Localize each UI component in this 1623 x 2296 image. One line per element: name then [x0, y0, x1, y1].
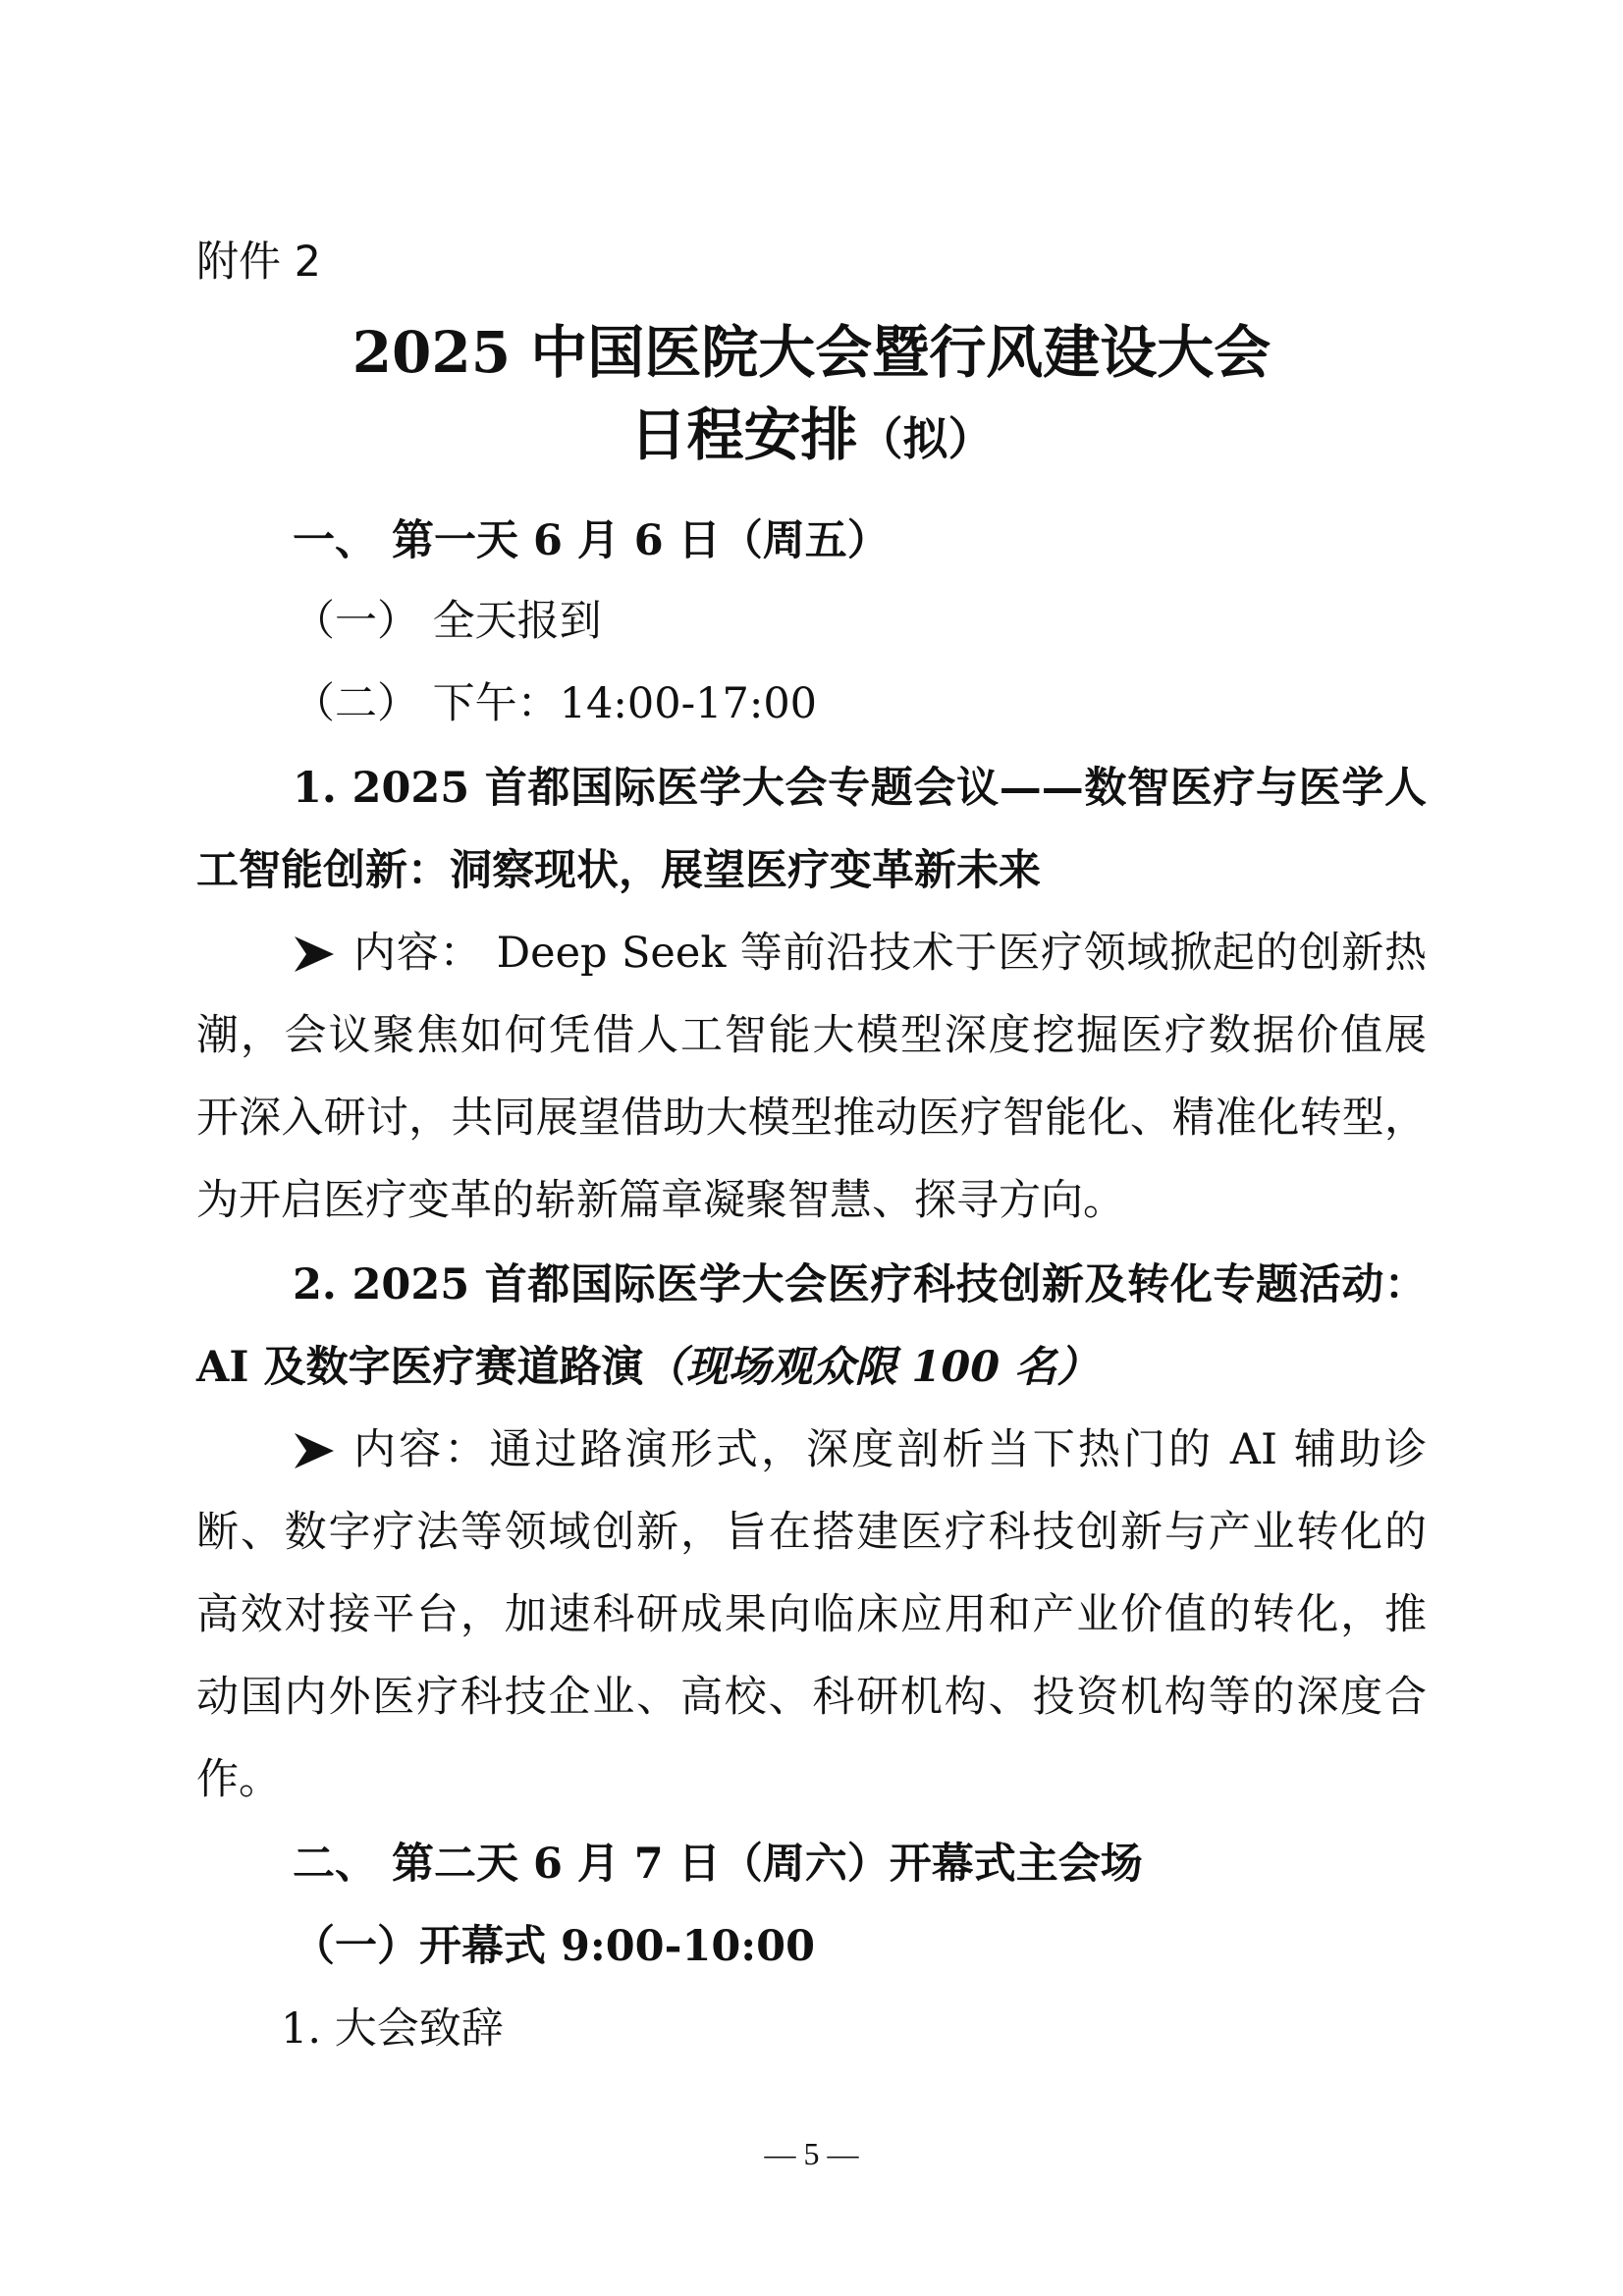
session1-content-line-4: 为开启医疗变革的崭新篇章凝聚智慧、探寻方向。	[196, 1176, 1125, 1225]
title-draft-note: （拟）	[857, 412, 994, 465]
session1-content-line-3: 开深入研讨，共同展望借助大模型推动医疗智能化、精准化转型，	[196, 1094, 1427, 1143]
session2-content-line-3: 高效对接平台，加速科研成果向临床应用和产业价值的转化，推	[196, 1590, 1427, 1639]
session2-content-line-1: 内容：通过路演形式，深度剖析当下热门的 AI 辅助诊	[353, 1425, 1427, 1474]
day2-heading: 二、 第二天 6 月 7 日（周六）开幕式主会场	[293, 1840, 1143, 1889]
session1-content-line-1: 内容： Deep Seek 等前沿技术于医疗领域掀起的创新热	[353, 929, 1427, 978]
day2-item-opening: （一）开幕式 9:00-10:00	[293, 1922, 815, 1971]
session1-title-line-1: 1. 2025 首都国际医学大会专题会议——数智医疗与医学人	[293, 764, 1427, 813]
day1-item-registration: （一） 全天报到	[293, 597, 602, 646]
session2-content-first	[293, 1425, 1427, 1474]
session2-title-line-2: AI 及数字医疗赛道路演	[196, 1343, 644, 1392]
session2-content-wrap-4	[196, 1673, 1427, 1722]
day1-item-afternoon: （二） 下午：14:00-17:00	[293, 679, 818, 728]
document-subtitle	[0, 401, 1623, 468]
title-line-2: 日程安排	[629, 401, 858, 468]
document-title	[0, 319, 1623, 386]
session1-content-wrap-3	[196, 1094, 1427, 1143]
session2-title-line-2-wrap	[196, 1343, 1100, 1392]
session1-content-line-2: 潮，会议聚焦如何凭借人工智能大模型深度挖掘医疗数据价值展	[196, 1011, 1427, 1060]
arrow-bullet-icon	[293, 1431, 336, 1470]
session2-content-line-2: 断、数字疗法等领域创新，旨在搭建医疗科技创新与产业转化的	[196, 1508, 1427, 1557]
session2-content-line-4: 动国内外医疗科技企业、高校、科研机构、投资机构等的深度合	[196, 1673, 1427, 1722]
attachment-label: 附件 2	[196, 238, 322, 287]
session1-content-first	[293, 929, 1427, 978]
arrow-bullet-icon	[293, 934, 336, 974]
session1-content-wrap-2	[196, 1011, 1427, 1060]
session2-title-wrap	[293, 1260, 1427, 1309]
title-line-1: 2025 中国医院大会暨行风建设大会	[352, 319, 1271, 386]
day2-sub-speech: 1. 大会致辞	[281, 2004, 504, 2054]
page-number: — 5 —	[764, 2136, 859, 2171]
session2-content-wrap-3	[196, 1590, 1427, 1639]
session1-title-wrap	[293, 764, 1427, 813]
session2-content-wrap-2	[196, 1508, 1427, 1557]
session2-audience-note: （现场观众限 100 名）	[643, 1343, 1100, 1392]
day1-heading: 一、 第一天 6 月 6 日（周五）	[293, 516, 890, 565]
session1-title-line-2: 工智能创新：洞察现状，展望医疗变革新未来	[196, 846, 1041, 895]
session2-title-line-1: 2. 2025 首都国际医学大会医疗科技创新及转化专题活动：	[293, 1260, 1427, 1309]
session2-content-line-5: 作。	[196, 1755, 281, 1804]
